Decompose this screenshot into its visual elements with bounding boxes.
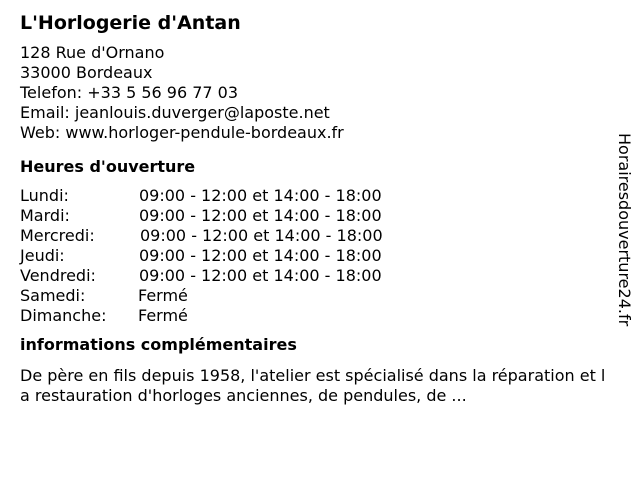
day-label: Mardi: xyxy=(20,206,70,225)
day-label: Mercredi: xyxy=(20,226,95,245)
day-hours: 09:00 - 12:00 et 14:00 - 18:00 xyxy=(139,266,382,285)
day-label: Jeudi: xyxy=(20,246,65,265)
day-hours: 09:00 - 12:00 et 14:00 - 18:00 xyxy=(139,206,382,225)
hours-row-thursday xyxy=(20,246,610,266)
web-line: Web: www.horloger-pendule-bordeaux.fr xyxy=(20,123,344,142)
day-hours: 09:00 - 12:00 et 14:00 - 18:00 xyxy=(139,186,382,205)
day-hours: 09:00 - 12:00 et 14:00 - 18:00 xyxy=(140,226,383,245)
address-street: 128 Rue d'Ornano xyxy=(20,43,165,62)
address-city: 33000 Bordeaux xyxy=(20,63,153,82)
day-label: Samedi: xyxy=(20,286,86,305)
hours-row-sunday xyxy=(20,306,610,326)
day-label: Vendredi: xyxy=(20,266,96,285)
hours-table xyxy=(20,186,610,326)
business-description: De père en fils depuis 1958, l'atelier est spécialisé dans la réparation et la restauration d'horloges anciennes, de pendules, de ... xyxy=(20,366,606,405)
day-label: Dimanche: xyxy=(20,306,107,325)
hours-row-friday xyxy=(20,266,610,286)
hours-heading: Heures d'ouverture xyxy=(20,157,196,176)
business-card xyxy=(20,10,610,406)
email-line: Email: jeanlouis.duverger@laposte.net xyxy=(20,103,330,122)
site-brand-vertical: Horairesdouverture24.fr xyxy=(615,133,634,327)
day-hours: Fermé xyxy=(138,286,188,305)
hours-row-tuesday xyxy=(20,206,610,226)
day-hours: Fermé xyxy=(138,306,188,325)
phone-line: Telefon: +33 5 56 96 77 03 xyxy=(20,83,239,102)
business-name: L'Horlogerie d'Antan xyxy=(20,12,241,34)
hours-row-monday xyxy=(20,186,610,206)
hours-row-saturday xyxy=(20,286,610,306)
hours-row-wednesday xyxy=(20,226,610,246)
day-label: Lundi: xyxy=(20,186,69,205)
info-heading: informations complémentaires xyxy=(20,335,297,354)
day-hours: 09:00 - 12:00 et 14:00 - 18:00 xyxy=(139,246,382,265)
